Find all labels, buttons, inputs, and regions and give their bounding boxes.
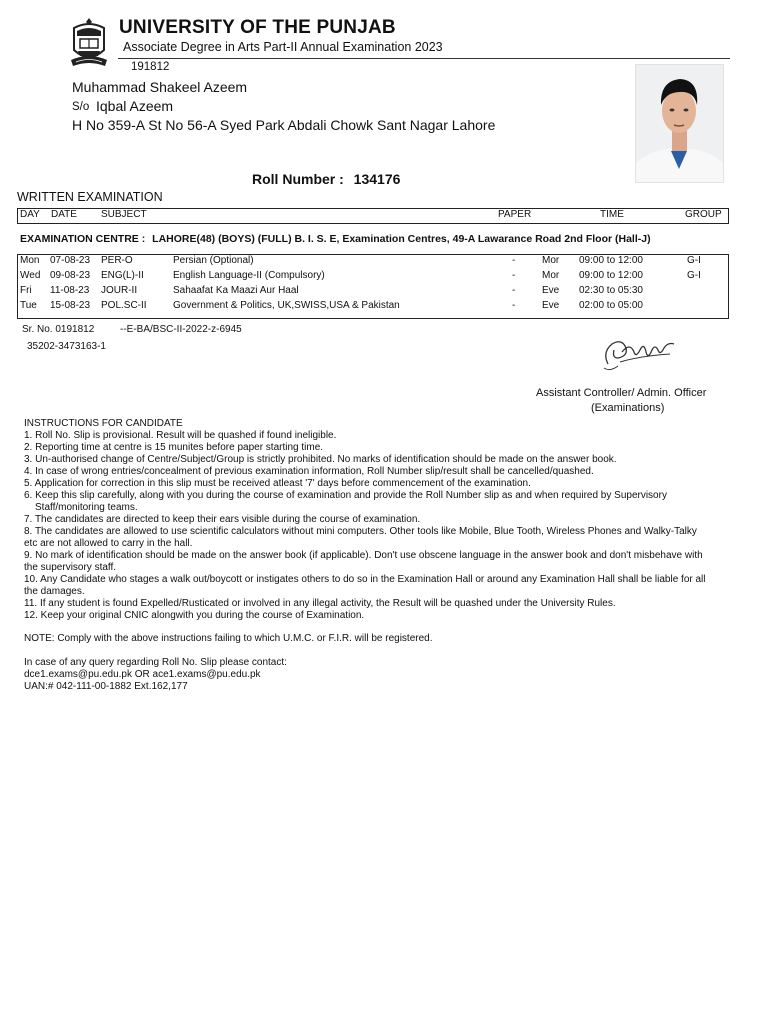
row-date: 15-08-23 <box>50 300 91 311</box>
instruction-line: 7. The candidates are directed to keep their ears visible during the course of examination. <box>24 514 421 525</box>
relation-label: S/o <box>72 101 90 113</box>
header-divider <box>118 58 730 59</box>
candidate-name: Muhammad Shakeel Azeem <box>72 79 248 95</box>
table-header <box>17 208 729 224</box>
row-code: PER-O <box>101 255 133 266</box>
instruction-line: 3. Un-authorised change of Centre/Subject/Group is strictly prohibited. No marks of identification should be made on the answer book. <box>24 454 617 465</box>
centre-label: EXAMINATION CENTRE : <box>20 233 146 245</box>
header-group: GROUP <box>685 209 722 220</box>
row-code: ENG(L)-II <box>101 270 144 281</box>
instruction-line: 6. Keep this slip carefully, along with you during the course of examination and provide the Roll Number slip as and when required by Supervisory <box>24 490 667 501</box>
row-date: 09-08-23 <box>50 270 91 281</box>
row-paper: - <box>512 300 516 311</box>
table-row <box>18 270 728 285</box>
instructions-note: NOTE: Comply with the above instructions failing to which U.M.C. or F.I.R. will be registered. <box>24 633 433 644</box>
header-subject: SUBJECT <box>101 209 147 220</box>
reference-number: 191812 <box>131 61 170 73</box>
row-session: Mor <box>542 255 560 266</box>
row-time: 09:00 to 12:00 <box>579 270 643 281</box>
father-name: Iqbal Azeem <box>96 98 174 114</box>
instruction-line: the supervisory staff. <box>24 562 117 573</box>
university-crest-icon <box>68 16 110 72</box>
instruction-line: 9. No mark of identification should be made on the answer book (if applicable). Don't use obscene language in the answer book and don't misbehave with <box>24 550 703 561</box>
instruction-line: 12. Keep your original CNIC alongwith you during the course of Examination. <box>24 610 365 621</box>
roll-number-value: 134176 <box>353 171 401 187</box>
section-title: WRITTEN EXAMINATION <box>17 190 163 204</box>
row-day: Mon <box>20 255 40 266</box>
contact-intro: In case of any query regarding Roll No. Slip please contact: <box>24 657 287 668</box>
row-time: 02:30 to 05:30 <box>579 285 643 296</box>
examination-centre <box>20 233 651 245</box>
row-time: 09:00 to 12:00 <box>579 255 643 266</box>
row-code: JOUR-II <box>101 285 138 296</box>
header-date: DATE <box>51 209 77 220</box>
instruction-line: the damages. <box>24 586 85 597</box>
signature-icon <box>600 334 678 374</box>
serial-number: Sr. No. 0191812 <box>22 324 95 335</box>
row-code: POL.SC-II <box>101 300 147 311</box>
officer-title: Assistant Controller/ Admin. Officer <box>536 387 707 399</box>
row-date: 07-08-23 <box>50 255 91 266</box>
row-time: 02:00 to 05:00 <box>579 300 643 311</box>
row-paper: - <box>512 285 516 296</box>
university-title: UNIVERSITY OF THE PUNJAB <box>119 17 396 38</box>
header-day: DAY <box>20 209 40 220</box>
contact-emails: dce1.exams@pu.edu.pk OR ace1.exams@pu.edu.pk <box>24 669 261 680</box>
table-row <box>18 300 728 315</box>
exam-title: Associate Degree in Arts Part-II Annual Examination 2023 <box>123 40 443 54</box>
instruction-line: Staff/monitoring teams. <box>35 502 138 513</box>
candidate-photo <box>635 64 724 183</box>
instruction-line: 10. Any Candidate who stages a walk out/boycott or instigates others to do so in the Examination Hall or around any Examination Hall shall be liable for all <box>24 574 706 585</box>
contact-uan: UAN:# 042-111-00-1882 Ext.162,177 <box>24 681 188 692</box>
roll-number-label: Roll Number : <box>252 171 344 187</box>
row-session: Eve <box>542 285 560 296</box>
papers-table <box>17 254 729 319</box>
row-day: Fri <box>20 285 32 296</box>
instruction-line: 1. Roll No. Slip is provisional. Result will be quashed if found ineligible. <box>24 430 337 441</box>
row-subject: English Language-II (Compulsory) <box>173 270 325 281</box>
row-paper: - <box>512 255 516 266</box>
candidate-address: H No 359-A St No 56-A Syed Park Abdali Chowk Sant Nagar Lahore <box>72 117 496 133</box>
officer-department: (Examinations) <box>591 402 665 414</box>
instruction-line: 4. In case of wrong entries/concealment of previous examination information, Roll Number slip/result shall be cancelled/quashed. <box>24 466 594 477</box>
instruction-line: 8. The candidates are allowed to use scientific calculators without mini computers. Other tools like Mobile, Blue Tooth, Wireless Phones and Walky-Talky <box>24 526 697 537</box>
instruction-line: 2. Reporting time at centre is 15 munites before paper starting time. <box>24 442 324 453</box>
row-day: Wed <box>20 270 41 281</box>
roll-number <box>252 171 400 187</box>
row-paper: - <box>512 270 516 281</box>
row-session: Mor <box>542 270 560 281</box>
row-subject: Government & Politics, UK,SWISS,USA & Pakistan <box>173 300 400 311</box>
row-day: Tue <box>20 300 37 311</box>
row-date: 11-08-23 <box>50 285 90 296</box>
instructions-title: INSTRUCTIONS FOR CANDIDATE <box>24 418 183 429</box>
cnic-number: 35202-3473163-1 <box>27 341 106 352</box>
header-time: TIME <box>600 209 624 220</box>
row-group: G-I <box>687 255 701 266</box>
instruction-line: 11. If any student is found Expelled/Rusticated or involved in any illegal activity, the Result will be quashed under the University Rules. <box>24 598 616 609</box>
table-row <box>18 285 728 300</box>
centre-value: LAHORE(48) (BOYS) (FULL) B. I. S. E, Examination Centres, 49-A Lawarance Road 2nd Floor (Hall-J) <box>152 233 651 245</box>
registration-code: --E-BA/BSC-II-2022-z-6945 <box>120 324 242 335</box>
header-paper: PAPER <box>498 209 532 220</box>
row-session: Eve <box>542 300 560 311</box>
row-subject: Sahaafat Ka Maazi Aur Haal <box>173 285 299 296</box>
row-group: G-I <box>687 270 701 281</box>
row-subject: Persian (Optional) <box>173 255 254 266</box>
instruction-line: 5. Application for correction in this slip must be received atleast '7' days before commencement of the examination. <box>24 478 531 489</box>
table-row <box>18 255 728 270</box>
instruction-line: etc are not allowed to carry in the hall. <box>24 538 193 549</box>
